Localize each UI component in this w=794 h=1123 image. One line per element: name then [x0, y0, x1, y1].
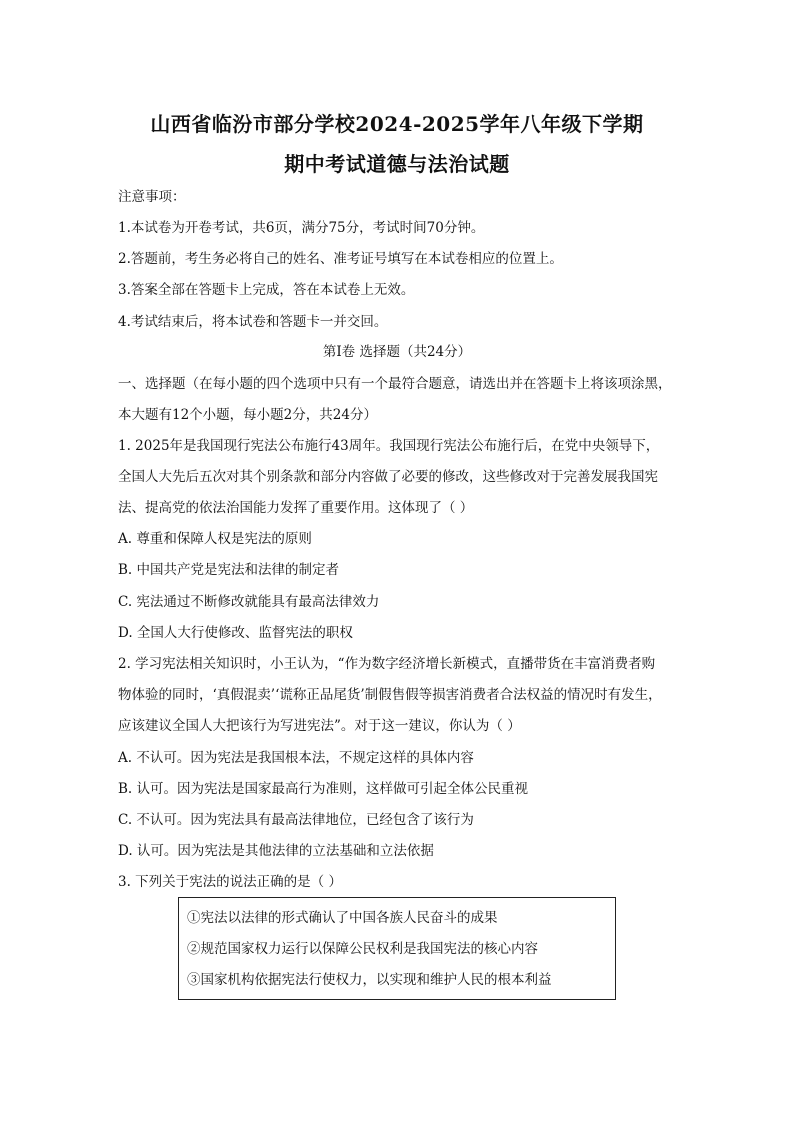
notice-heading: 注意事项：: [118, 189, 186, 205]
section-instruction-line1: 一、选择题（在每小题的四个选项中只有一个最符合题意，请选出并在答题卡上将该项涂黑，: [118, 376, 672, 392]
q1-option-b: B. 中国共产党是宪法和法律的制定者: [118, 562, 340, 578]
q2-stem-line2: 物体验的同时，‘真假混卖’‘谎称正品尾货’制假售假等损害消费者合法权益的情况时有发生，: [118, 687, 662, 703]
q3-statement-2: ②规范国家权力运行以保障公民权利是我国宪法的核心内容: [187, 941, 538, 957]
q3-stem: 3. 下列关于宪法的说法正确的是（ ）: [118, 874, 342, 890]
q3-statement-3: ③国家机构依据宪法行使权力，以实现和维护人民的根本利益: [187, 972, 552, 988]
exam-title-line1: 山西省临汾市部分学校2024-2025学年八年级下学期: [150, 112, 644, 136]
section-instruction-line2: 本大题有12个小题，每小题2分，共24分）: [118, 407, 377, 423]
q2-option-d: D. 认可。因为宪法是其他法律的立法基础和立法依据: [118, 843, 434, 859]
q2-option-a: A. 不认可。因为宪法是我国根本法，不规定这样的具体内容: [118, 750, 474, 766]
exam-title-line2: 期中考试道德与法治试题: [284, 152, 510, 176]
notice-item-1: 1.本试卷为开卷考试，共6页，满分75分，考试时间70分钟。: [118, 220, 485, 236]
q2-stem-line1: 2. 学习宪法相关知识时，小王认为，“作为数字经济增长新模式，直播带货在丰富消费者购: [118, 656, 656, 672]
notice-item-3: 3.答案全部在答题卡上完成，答在本试卷上无效。: [118, 282, 415, 298]
q1-stem-line2: 全国人大先后五次对其个别条款和部分内容做了必要的修改，这些修改对于完善发展我国宪: [118, 469, 658, 485]
q3-statement-1: ①宪法以法律的形式确认了中国各族人民奋斗的成果: [187, 910, 498, 926]
notice-item-2: 2.答题前，考生务必将自己的姓名、准考证号填写在本试卷相应的位置上。: [118, 251, 563, 267]
q1-stem-line1: 1. 2025年是我国现行宪法公布施行43周年。我国现行宪法公布施行后，在党中央领导下，: [118, 438, 660, 454]
q1-stem-line3: 法、提高党的依法治国能力发挥了重要作用。这体现了（ ）: [118, 500, 474, 516]
q2-option-b: B. 认可。因为宪法是国家最高行为准则，这样做可引起全体公民重视: [118, 781, 529, 797]
section-title: 第Ⅰ卷 选择题（共24分）: [322, 344, 472, 360]
q1-option-c: C. 宪法通过不断修改就能具有最高法律效力: [118, 594, 380, 610]
q2-option-c: C. 不认可。因为宪法具有最高法律地位，已经包含了该行为: [118, 812, 474, 828]
q1-option-a: A. 尊重和保障人权是宪法的原则: [118, 531, 312, 547]
notice-item-4: 4.考试结束后，将本试卷和答题卡一并交回。: [118, 314, 388, 330]
q1-option-d: D. 全国人大行使修改、监督宪法的职权: [118, 625, 353, 641]
q2-stem-line3: 应该建议全国人大把该行为写进宪法”。对于这一建议，你认为（ ）: [118, 718, 521, 734]
q3-statement-box: [178, 897, 616, 1000]
